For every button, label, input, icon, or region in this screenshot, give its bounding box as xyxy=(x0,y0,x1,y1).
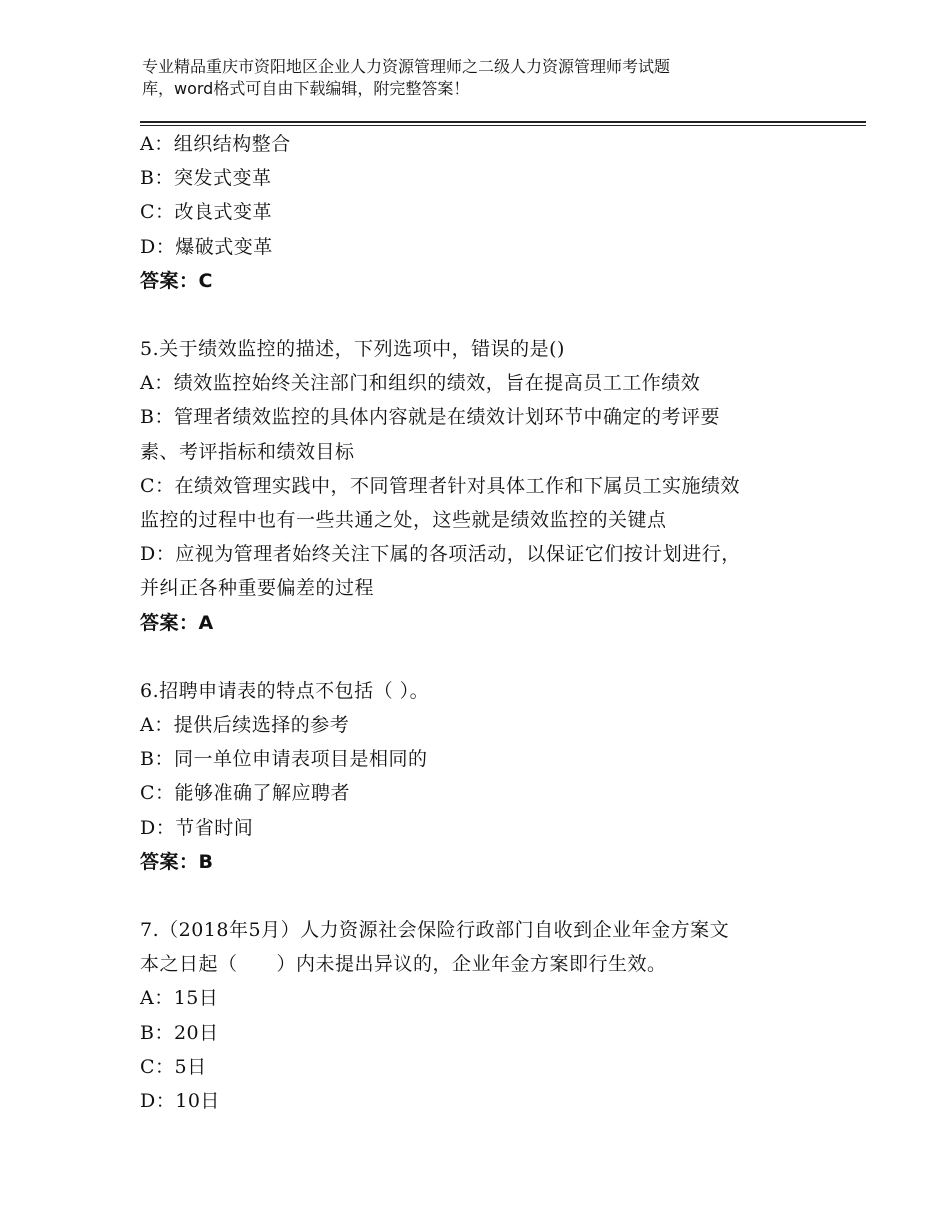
answer: 答案：B xyxy=(140,850,214,873)
option-d: D：10日 xyxy=(140,1090,220,1113)
document-body xyxy=(140,127,830,1118)
option-a: A：绩效监控始终关注部门和组织的绩效，旨在提高员工工作绩效 xyxy=(140,372,701,395)
option-d-line2: 并纠正各种重要偏差的过程 xyxy=(140,577,375,600)
document-header xyxy=(142,56,822,100)
option-d: D：爆破式变革 xyxy=(140,235,273,258)
question-text-line1: 7.（2018年5月）人力资源社会保险行政部门自收到企业年金方案文 xyxy=(140,919,730,942)
header-title-line2: 库，word格式可自由下载编辑，附完整答案！ xyxy=(142,79,470,98)
option-b: B：突发式变革 xyxy=(140,167,272,190)
option-c: C：5日 xyxy=(140,1055,207,1078)
answer: 答案：C xyxy=(140,269,213,292)
spacer xyxy=(140,298,830,332)
question-7 xyxy=(140,913,830,1118)
question-text-line2: 本之日起（ ）内未提出异议的，企业年金方案即行生效。 xyxy=(140,953,667,976)
spacer xyxy=(140,879,830,913)
spacer xyxy=(140,640,830,674)
option-b-line1: B：管理者绩效监控的具体内容就是在绩效计划环节中确定的考评要 xyxy=(140,406,720,429)
option-a: A：组织结构整合 xyxy=(140,133,291,155)
header-rule-thin xyxy=(140,125,866,126)
option-b: B：20日 xyxy=(140,1021,219,1044)
question-text: 6.招聘申请表的特点不包括（ ）。 xyxy=(140,679,430,702)
option-a: A：提供后续选择的参考 xyxy=(140,714,350,737)
option-d-line1: D：应视为管理者始终关注下属的各项活动，以保证它们按计划进行， xyxy=(140,543,741,566)
option-c: C：能够准确了解应聘者 xyxy=(140,782,351,805)
option-c: C：改良式变革 xyxy=(140,201,273,224)
header-rule-thick xyxy=(140,121,866,123)
option-b: B：同一单位申请表项目是相同的 xyxy=(140,748,428,771)
question-5 xyxy=(140,332,830,640)
question-4 xyxy=(140,127,830,298)
option-b-line2: 素、考评指标和绩效目标 xyxy=(140,440,355,463)
option-a: A：15日 xyxy=(140,987,219,1010)
option-c-line2: 监控的过程中也有一些共通之处，这些就是绩效监控的关键点 xyxy=(140,509,667,532)
question-6 xyxy=(140,674,830,879)
option-d: D：节省时间 xyxy=(140,816,254,839)
question-text: 5.关于绩效监控的描述，下列选项中，错误的是() xyxy=(140,338,565,361)
header-title-line1: 专业精品重庆市资阳地区企业人力资源管理师之二级人力资源管理师考试题 xyxy=(142,57,671,76)
option-c-line1: C：在绩效管理实践中，不同管理者针对具体工作和下属员工实施绩效 xyxy=(140,474,741,497)
answer: 答案：A xyxy=(140,611,214,634)
